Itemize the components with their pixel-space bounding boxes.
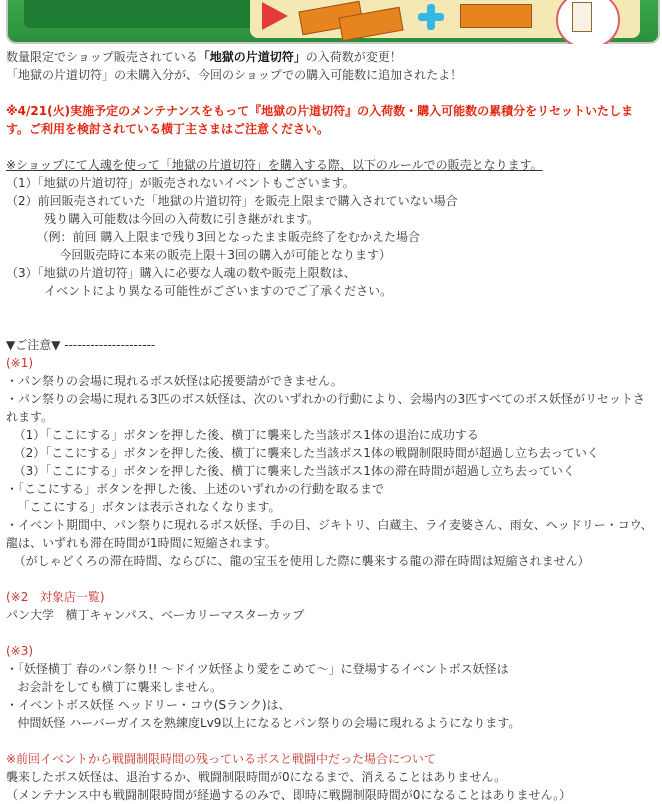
note-line: ・イベントボス妖怪 ヘッドリー・コウ(Sランク)は、 — [6, 698, 291, 712]
notice-body — [6, 48, 656, 804]
banner-strip — [24, 0, 254, 28]
note-line: お会計をしても横丁に襲来しません。 — [6, 680, 223, 694]
note-3-list — [6, 660, 656, 732]
intro-text: の入荷数が変更！ — [305, 50, 402, 64]
note-line: 龍は、いずれも滞在時間が1時間に短縮されます。 — [6, 536, 277, 550]
intro-line-1 — [6, 48, 656, 66]
notes-heading: ▼ご注意▼ --------------------- — [6, 338, 156, 352]
arrow-icon — [262, 2, 288, 30]
note-line: （1）「ここにする」ボタンを押した後、横丁に襲来した当該ボス1体の退治に成功する — [6, 428, 479, 442]
ticket-icon — [460, 4, 532, 28]
note-1-list — [6, 372, 656, 570]
note-line: れます。 — [6, 410, 54, 424]
note-line: ・「ここにする」ボタンを押した後、上述のいずれかの行動を取るまで — [6, 482, 385, 496]
note-line: 仲間妖怪 ハーバーガイスを熟練度Lv9以上になるとパン祭りの会場に現れるようになります。 — [6, 716, 521, 730]
note-line: 「ここにする」ボタンは表示されなくなります。 — [6, 500, 281, 514]
rule-line: イベントにより異なる可能性がございますのでご了承ください。 — [6, 284, 393, 298]
warning-line: ※4/21(火)実施予定のメンテナンスをもって『地獄の片道切符』の入荷数・購入可能数の累積分をリセットいたしま — [6, 104, 633, 118]
note-label: ※前回イベントから戦闘制限時間の残っているボスと戦闘中だった場合について — [6, 752, 436, 766]
plus-icon — [418, 4, 444, 30]
tag-icon — [572, 2, 592, 32]
rule-line: 今回販売時に本来の販売上限＋3回の購入が可能となります） — [6, 248, 392, 262]
note-line: パン大学 横丁キャンパス、ベーカリーマスターカップ — [6, 608, 305, 622]
rule-line: （2）前回販売されていた「地獄の片道切符」を販売上限まで購入されていない場合 — [6, 194, 458, 208]
note-line: （メンテナンス中も戦闘制限時間が経過するのみで、即時に戦闘制限時間が0になることはありません。） — [6, 788, 572, 802]
note-line: ・「妖怪横丁 春のパン祭り!! ～ドイツ妖怪より愛をこめて～」に登場するイベントボス妖怪は — [6, 662, 509, 676]
intro-text: 数量限定でショップ販売されている — [6, 50, 198, 64]
note-line: （2）「ここにする」ボタンを押した後、横丁に襲来した当該ボス1体の戦闘制限時間が超過し立ち去っていく — [6, 446, 599, 460]
rule-line: （3）「地獄の片道切符」購入に必要な人魂の数や販売上限数は、 — [6, 266, 356, 280]
note-label: (※2 対象店一覧) — [6, 590, 105, 604]
warning-line: す。ご利用を検討されている横丁主さまはご注意ください。 — [6, 122, 330, 136]
intro-line-2: 「地獄の片道切符」の未購入分が、今回のショップでの購入可能数に追加されたよ！ — [6, 68, 463, 82]
rule-line: （1）「地獄の片道切符」が販売されないイベントもございます。 — [6, 176, 355, 190]
note-line: ・イベント期間中、パン祭りに現れるボス妖怪、手の目、ジキトリ、白蔵主、ライ麦婆さん、雨女、ヘッドリー・コウ、 — [6, 518, 653, 532]
note-line: 襲来したボス妖怪は、退治するか、戦闘制限時間が0になるまで、消えることはありません。 — [6, 770, 507, 784]
note-label: (※1) — [6, 356, 34, 370]
item-name: 「地獄の片道切符」 — [197, 50, 306, 64]
rule-line: 残り購入可能数は今回の入荷数に引き継がれます。 — [6, 212, 320, 226]
event-banner — [0, 0, 662, 44]
rule-line: （例：前回 購入上限まで残り3回となったまま販売終了をむかえた場合 — [6, 230, 420, 244]
rules-heading: ※ショップにて人魂を使って「地獄の片道切符」を購入する際、以下のルールでの販売となります。 — [6, 158, 543, 172]
note-label: (※3) — [6, 644, 34, 658]
note-line: （3）「ここにする」ボタンを押した後、横丁に襲来した当該ボス1体の滞在時間が超過し立ち去っていく — [6, 464, 575, 478]
note-line: ・パン祭りの会場に現れるボス妖怪は応援要請ができません。 — [6, 374, 343, 388]
note-line: （がしゃどくろの滞在時間、ならびに、龍の宝玉を使用した際に襲来する龍の滞在時間は短縮されません） — [6, 554, 590, 568]
note-line: ・パン祭りの会場に現れる3匹のボス妖怪は、次のいずれかの行動により、会場内の3匹すべてのボス妖怪がリセットさ — [6, 392, 645, 406]
rules-list — [6, 174, 656, 300]
